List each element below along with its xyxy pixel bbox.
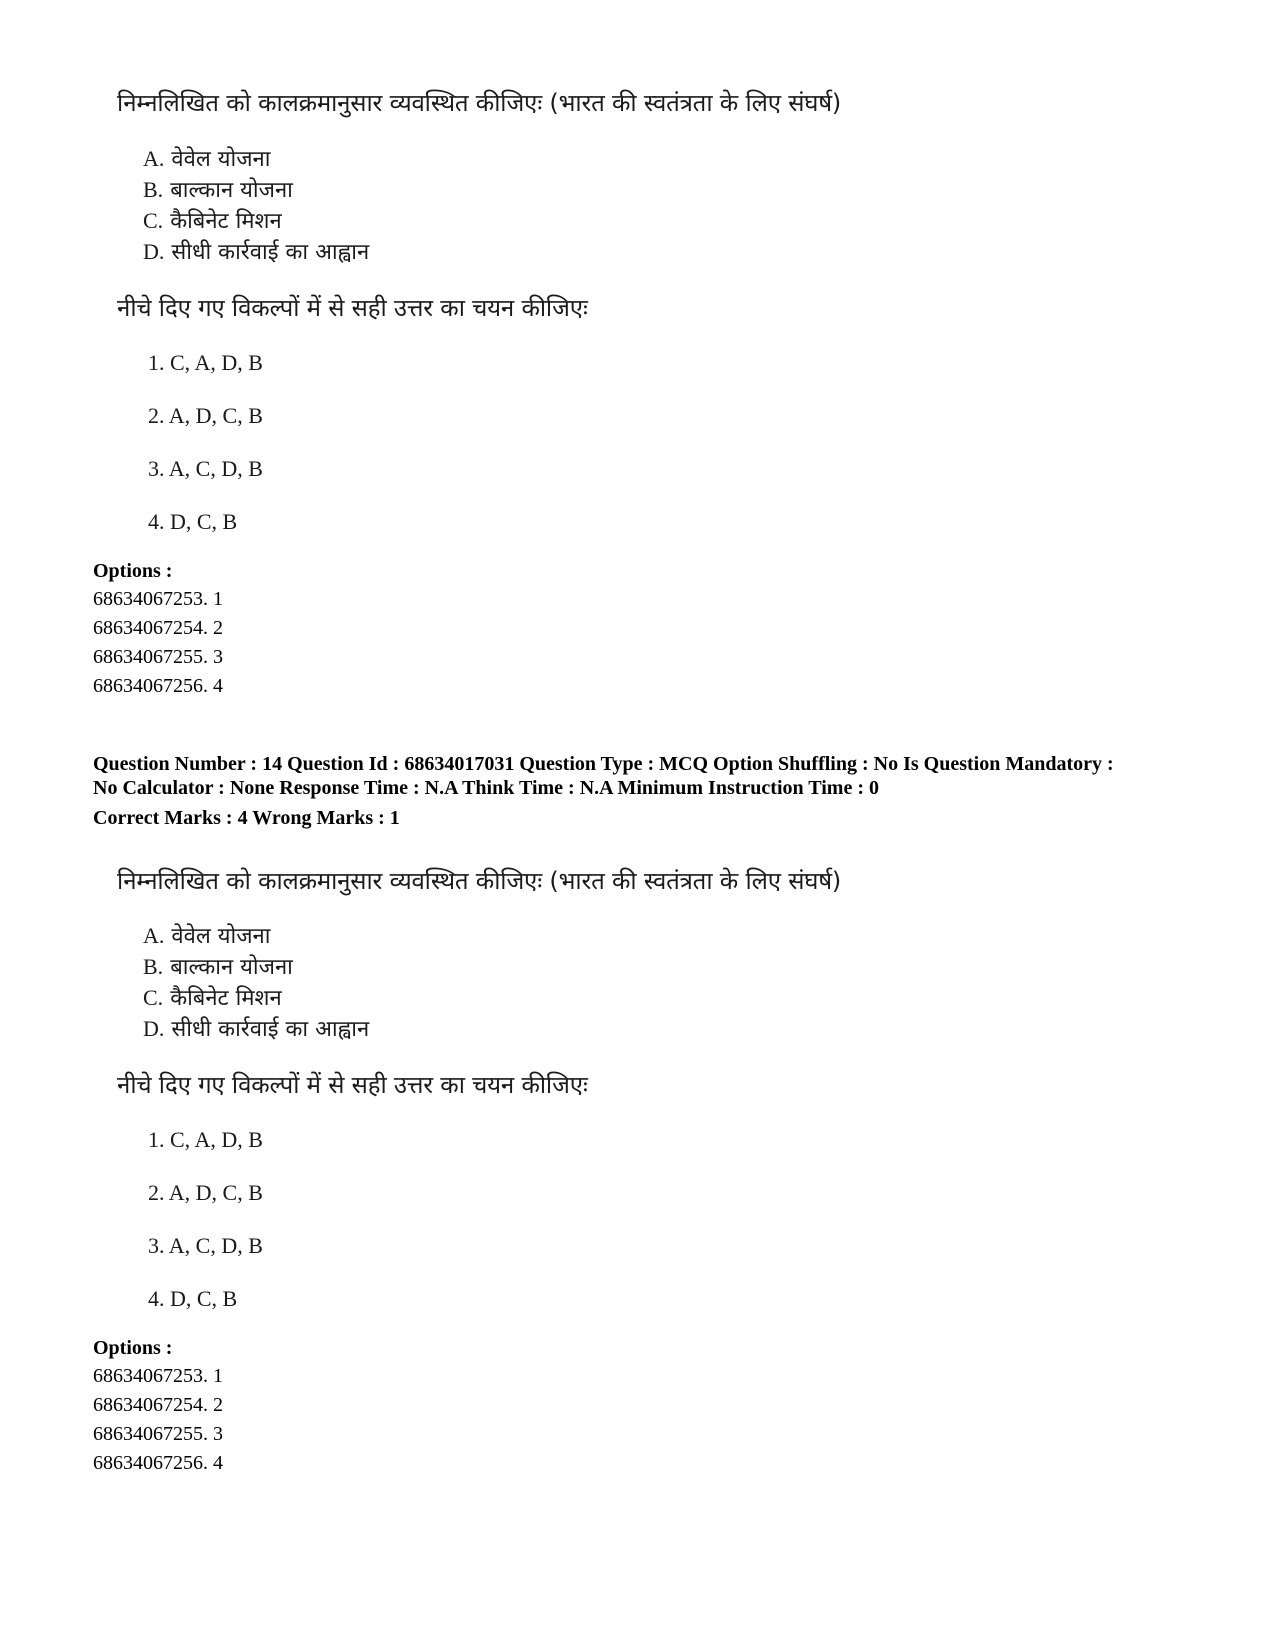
statement-text: कैबिनेट मिशन	[170, 986, 282, 1011]
answer-choice-2: 2. A, D, C, B	[148, 1180, 263, 1205]
option-id-1: 68634067253. 1	[93, 588, 223, 610]
answer-choice-1: 1. C, A, D, B	[148, 350, 263, 375]
option-id-3: 68634067255. 3	[93, 646, 223, 668]
answer-choice-2: 2. A, D, C, B	[148, 403, 263, 428]
statement-a	[143, 143, 270, 175]
question-prompt: नीचे दिए गए विकल्पों में से सही उत्तर का चयन कीजिएः	[117, 1071, 588, 1099]
statement-letter: D.	[143, 239, 165, 264]
question-prompt: नीचे दिए गए विकल्पों में से सही उत्तर का चयन कीजिएः	[117, 294, 588, 322]
answer-choice-4: 4. D, C, B	[148, 1286, 238, 1311]
statement-text: सीधी कार्रवाई का आह्वान	[171, 240, 370, 265]
statement-text: बाल्कान योजना	[170, 178, 293, 203]
answer-choice-1: 1. C, A, D, B	[148, 1127, 263, 1152]
statement-letter: C.	[143, 985, 164, 1010]
statement-text: बाल्कान योजना	[170, 955, 293, 980]
answer-choice-4: 4. D, C, B	[148, 509, 238, 534]
answer-choice-3: 3. A, C, D, B	[148, 1233, 263, 1258]
statement-letter: B.	[143, 954, 164, 979]
question-meta-line-1: Question Number : 14 Question Id : 68634017031 Question Type : MCQ Option Shuffling : No Is Question Mandatory :	[93, 753, 1114, 775]
statement-b	[143, 174, 293, 206]
statement-c	[143, 205, 282, 237]
statement-c	[143, 982, 282, 1014]
option-id-4: 68634067256. 4	[93, 1452, 223, 1474]
statement-letter: C.	[143, 208, 164, 233]
statement-letter: A.	[143, 923, 165, 948]
options-heading: Options :	[93, 1337, 173, 1359]
statement-b	[143, 951, 293, 983]
statement-text: वेवेल योजना	[171, 924, 271, 949]
statement-d	[143, 236, 369, 268]
question-meta-line-2: No Calculator : None Response Time : N.A Think Time : N.A Minimum Instruction Time : 0	[93, 777, 879, 799]
option-id-3: 68634067255. 3	[93, 1423, 223, 1445]
option-id-2: 68634067254. 2	[93, 1394, 223, 1416]
answer-choice-3: 3. A, C, D, B	[148, 456, 263, 481]
statement-text: कैबिनेट मिशन	[170, 209, 282, 234]
option-id-4: 68634067256. 4	[93, 675, 223, 697]
options-heading: Options :	[93, 560, 173, 582]
statement-text: सीधी कार्रवाई का आह्वान	[171, 1017, 370, 1042]
option-id-1: 68634067253. 1	[93, 1365, 223, 1387]
option-id-2: 68634067254. 2	[93, 617, 223, 639]
statement-d	[143, 1013, 369, 1045]
statement-letter: B.	[143, 177, 164, 202]
question-title: निम्नलिखित को कालक्रमानुसार व्यवस्थित कीजिएः (भारत की स्वतंत्रता के लिए संघर्ष)	[117, 867, 842, 895]
statement-letter: D.	[143, 1016, 165, 1041]
statement-a	[143, 920, 270, 952]
question-marks: Correct Marks : 4 Wrong Marks : 1	[93, 807, 400, 829]
statement-letter: A.	[143, 146, 165, 171]
question-title: निम्नलिखित को कालक्रमानुसार व्यवस्थित कीजिएः (भारत की स्वतंत्रता के लिए संघर्ष)	[117, 89, 842, 117]
statement-text: वेवेल योजना	[171, 147, 271, 172]
